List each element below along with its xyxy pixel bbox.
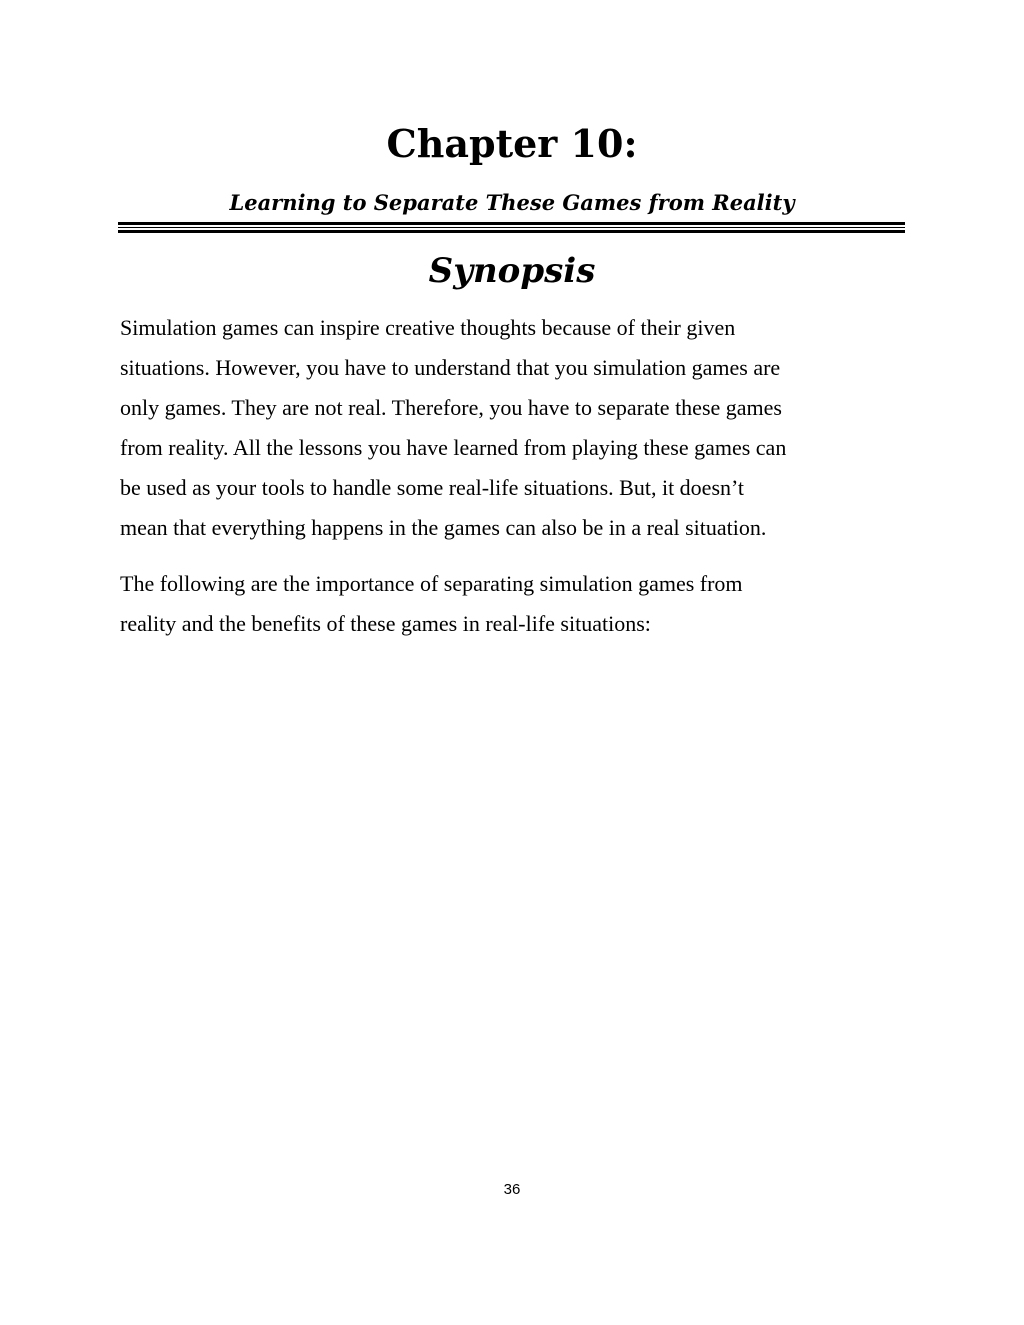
divider-rule-middle [118,227,905,228]
section-heading: Synopsis [428,251,596,291]
divider-rule-bottom [118,230,905,233]
paragraph-line: mean that everything happens in the games can also be in a real situation. [120,515,767,540]
chapter-subtitle: Learning to Separate These Games from Reality [229,190,795,215]
divider-rule-top [118,222,905,225]
paragraph-intro-list [120,564,910,644]
page-number: 36 [503,1181,521,1198]
paragraph-synopsis [120,308,910,548]
paragraph-line: be used as your tools to handle some real-life situations. But, it doesn’t [120,475,745,500]
chapter-title: Chapter 10: [386,121,638,166]
paragraph-line: only games. They are not real. Therefore, you have to separate these games [120,395,782,420]
paragraph-line: from reality. All the lessons you have learned from playing these games can [120,435,787,460]
paragraph-line: Simulation games can inspire creative thoughts because of their given [120,315,736,340]
paragraph-line: The following are the importance of separating simulation games from [120,571,743,596]
paragraph-line: reality and the benefits of these games in real-life situations: [120,611,651,636]
paragraph-line: situations. However, you have to understand that you simulation games are [120,355,781,380]
